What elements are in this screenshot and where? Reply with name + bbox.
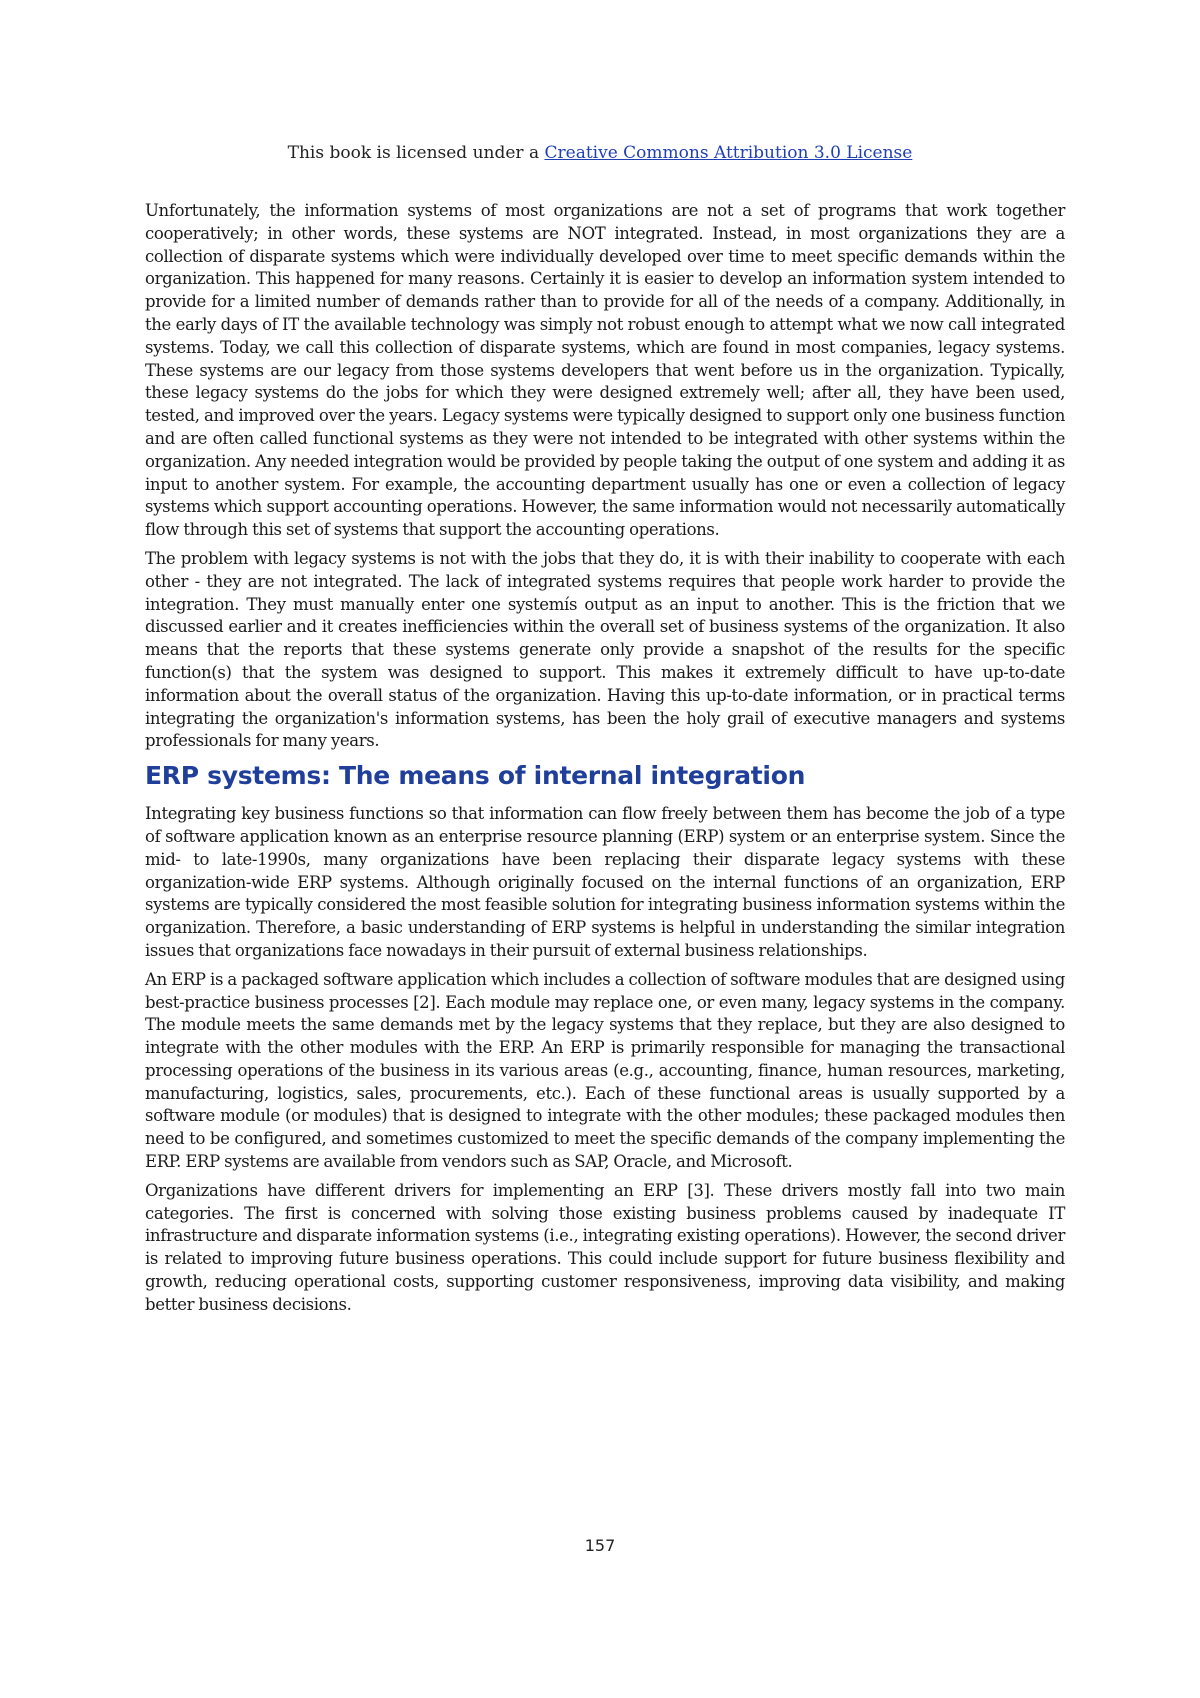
paragraph-legacy-problem: The problem with legacy systems is not with the jobs that they do, it is with their inability to cooperate with each other - they are not integrated. The lack of integrated systems requires that people work harder to provide the integration. They must manually enter one systemís output as an input to another. This is the friction that we discussed earlier and it creates inefficiencies within the overall set of business systems of the organization. It also means that the reports that these systems generate only provide a snapshot of the results for the specific function(s) that the system was designed to support. This makes it extremely difficult to have up-to-date information about the overall status of the organization. Having this up-to-date information, or in practical terms integrating the organization's information systems, has been the holy grail of executive managers and systems professionals for many years. xyxy=(145,548,1065,751)
paragraph-erp-drivers: Organizations have different drivers for implementing an ERP [3]. These drivers mostly fall into two main categories. The first is concerned with solving those existing business problems caused by inadequate IT infrastructure and disparate information systems (i.e., integrating existing operations). However, the second driver is related to improving future business operations. This could include support for future business flexibility and growth, reducing operational costs, supporting customer responsiveness, improving data visibility, and making better business decisions. xyxy=(145,1180,1065,1314)
page-number: 157 xyxy=(584,1536,616,1555)
section-heading-erp: ERP systems: The means of internal integration xyxy=(145,761,806,791)
paragraph-legacy-intro: Unfortunately, the information systems of most organizations are not a set of programs that work together cooperatively; in other words, these systems are NOT integrated. Instead, in most organizations they are a collection of disparate systems which were individually developed over time to meet specific demands within the organization. This happened for many reasons. Certainly it is easier to develop an information system intended to provide for a limited number of demands rather than to provide for all of the needs of a company. Additionally, in the early days of IT the available technology was simply not robust enough to attempt what we now call integrated systems. Today, we call this collection of disparate systems, which are found in most companies, legacy systems. These systems are our legacy from those systems developers that went before us in the organization. Typically, these legacy systems do the jobs for which they were designed extremely well; after all, they have been used, tested, and improved over the years. Legacy systems were typically designed to support only one business function and are often called functional systems as they were not intended to be integrated with other systems within the organization. Any needed integration would be provided by people taking the output of one system and adding it as input to another system. For example, the accounting department usually has one or even a collection of legacy systems which support accounting operations. However, the same information would not necessarily automatically flow through this set of systems that support the accounting operations. xyxy=(145,201,1065,540)
license-prefix: This book is licensed under a xyxy=(287,143,545,163)
main-content xyxy=(145,200,1065,1323)
license-notice xyxy=(0,142,1200,164)
paragraph-erp-integration: Integrating key business functions so that information can flow freely between them has become the job of a type of software application known as an enterprise resource planning (ERP) system or an enterprise system. Since the mid- to late-1990s, many organizations have been replacing their disparate legacy systems with these organization-wide ERP systems. Although originally focused on the internal functions of an organization, ERP systems are typically considered the most feasible solution for integrating business information systems within the organization. Therefore, a basic understanding of ERP systems is helpful in understanding the similar integration issues that organizations face nowadays in their pursuit of external business relationships. xyxy=(145,804,1065,960)
license-link[interactable]: Creative Commons Attribution 3.0 License xyxy=(544,143,913,163)
paragraph-erp-definition: An ERP is a packaged software application which includes a collection of software modules that are designed using best-practice business processes [2]. Each module may replace one, or even many, legacy systems in the company. The module meets the same demands met by the legacy systems that they replace, but they are also designed to integrate with the other modules with the ERP. An ERP is primarily responsible for managing the transactional processing operations of the business in its various areas (e.g., accounting, finance, human resources, marketing, manufacturing, logistics, sales, procurements, etc.). Each of these functional areas is usually supported by a software module (or modules) that is designed to integrate with the other modules; these packaged modules then need to be configured, and sometimes customized to meet the specific demands of the company implementing the ERP. ERP systems are available from vendors such as SAP, Oracle, and Microsoft. xyxy=(145,969,1065,1172)
